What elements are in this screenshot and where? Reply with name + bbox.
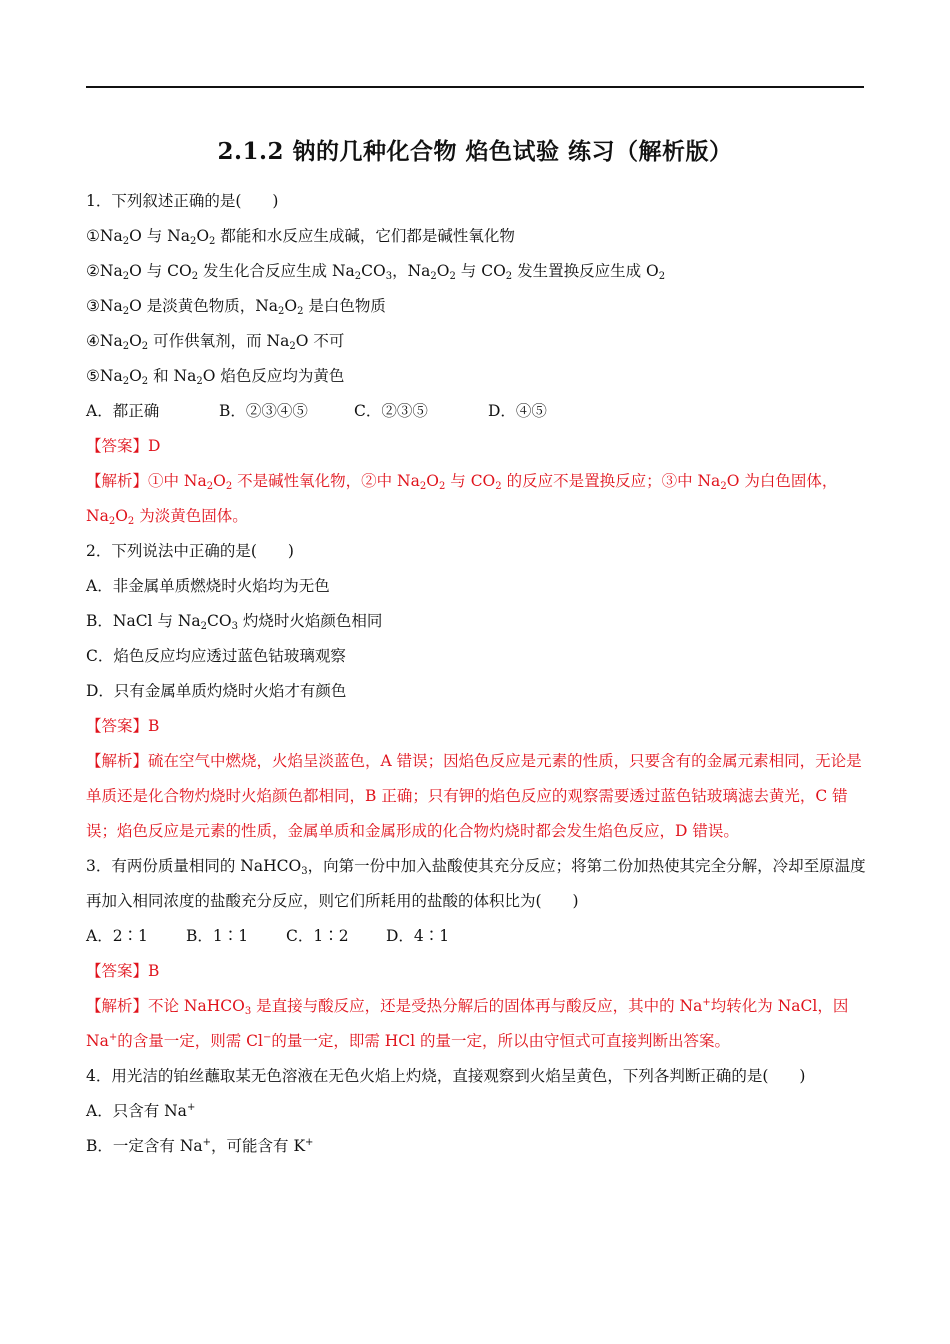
q2-option-b: B．NaCl 与 $Na_2CO_3$ 灼烧时火焰颜色相同 — [86, 612, 383, 632]
q4-option-a: A．只含有 Na+ — [86, 1102, 196, 1120]
q1-statement-2: $②Na_2O$ 与 $CO_2$ 发生化合反应生成 $Na_2CO_3$，$Na_2O_2$ 与 $CO_2$ 发生置换反应生成 $O_2$ — [86, 262, 666, 282]
q3-options — [86, 919, 866, 954]
q1-option-a: A．都正确 — [86, 402, 160, 420]
q1-statement-1: $①Na_2O$ 与 $Na_2O_2$ 都能和水反应生成碱，它们都是碱性氧化物 — [86, 227, 515, 247]
q3-option-c: C．1∶2 — [286, 927, 349, 945]
q3-option-d: D．4∶1 — [386, 927, 450, 945]
q3-option-a: A．2∶1 — [86, 927, 148, 945]
q3-option-b: B．1∶1 — [186, 927, 249, 945]
q4-option-b: B．一定含有 Na+，可能含有 K+ — [86, 1137, 314, 1155]
q3-stem: 3．有两份质量相同的 NaHCO$_3$，向第一份中加入盐酸使其充分反应；将第二份加热使其完全分解，冷却至原温度再加入相同浓度的盐酸充分反应，则它们所耗用的盐酸的体积比为( ) — [86, 857, 866, 910]
q1-options — [86, 394, 866, 429]
q2-option-c: C．焰色反应均应透过蓝色钴玻璃观察 — [86, 647, 346, 665]
page-title: 2.1.2 钠的几种化合物 焰色试验 练习（解析版） — [217, 138, 733, 165]
q2-analysis: 【解析】硫在空气中燃烧，火焰呈淡蓝色，A 错误；因焰色反应是元素的性质，只要含有的金属元素相同，无论是单质还是化合物灼烧时火焰颜色都相同，B 正确；只有钾的焰色反应的观察需要透过蓝色钴玻璃滤去黄光，C 错误；焰色反应是元素的性质，金属单质和金属形成的化合物灼烧时都会发生焰色反应，D 错误。 — [86, 752, 862, 840]
q2-answer: 【答案】B — [86, 717, 160, 735]
header-rule — [86, 86, 864, 88]
q4-stem: 4．用光洁的铂丝蘸取某无色溶液在无色火焰上灼烧，直接观察到火焰呈黄色，下列各判断正确的是( ) — [86, 1067, 806, 1085]
q2-stem: 2．下列说法中正确的是( ) — [86, 542, 294, 560]
q1-option-b: B．②③④⑤ — [219, 402, 308, 420]
q1-option-c: C．②③⑤ — [354, 402, 428, 420]
q1-stem: 1．下列叙述正确的是( ) — [86, 192, 279, 210]
document-body — [86, 184, 866, 1164]
q3-analysis: 【解析】不论 NaHCO$_3$ 是直接与酸反应，还是受热分解后的固体再与酸反应，其中的 Na+均转化为 NaCl，因 Na+的含量一定，则需 Cl−的量一定，即需 HCl 的量一定，所以由守恒式可直接判断出答案。 — [86, 997, 849, 1050]
q1-analysis: 【解析】①中 $Na_2O_2$ 不是碱性氧化物，②中 $Na_2O_2$ 与 $CO_2$ 的反应不是置换反应；③中 $Na_2O$ 为白色固体，$Na_2O_2$ 为淡黄色固体。 — [86, 472, 838, 527]
q1-statement-5: $⑤Na_2O_2$ 和 $Na_2O$ 焰色反应均为黄色 — [86, 367, 345, 387]
q1-statement-3: $③Na_2O$ 是淡黄色物质，$Na_2O_2$ 是白色物质 — [86, 297, 386, 317]
q1-option-d: D．④⑤ — [488, 402, 547, 420]
q3-answer: 【答案】B — [86, 962, 160, 980]
q2-option-a: A．非金属单质燃烧时火焰均为无色 — [86, 577, 330, 595]
q2-option-d: D．只有金属单质灼烧时火焰才有颜色 — [86, 682, 347, 700]
q1-answer: 【答案】D — [86, 437, 161, 455]
q1-statement-4: $④Na_2O_2$ 可作供氧剂，而 $Na_2O$ 不可 — [86, 332, 345, 352]
